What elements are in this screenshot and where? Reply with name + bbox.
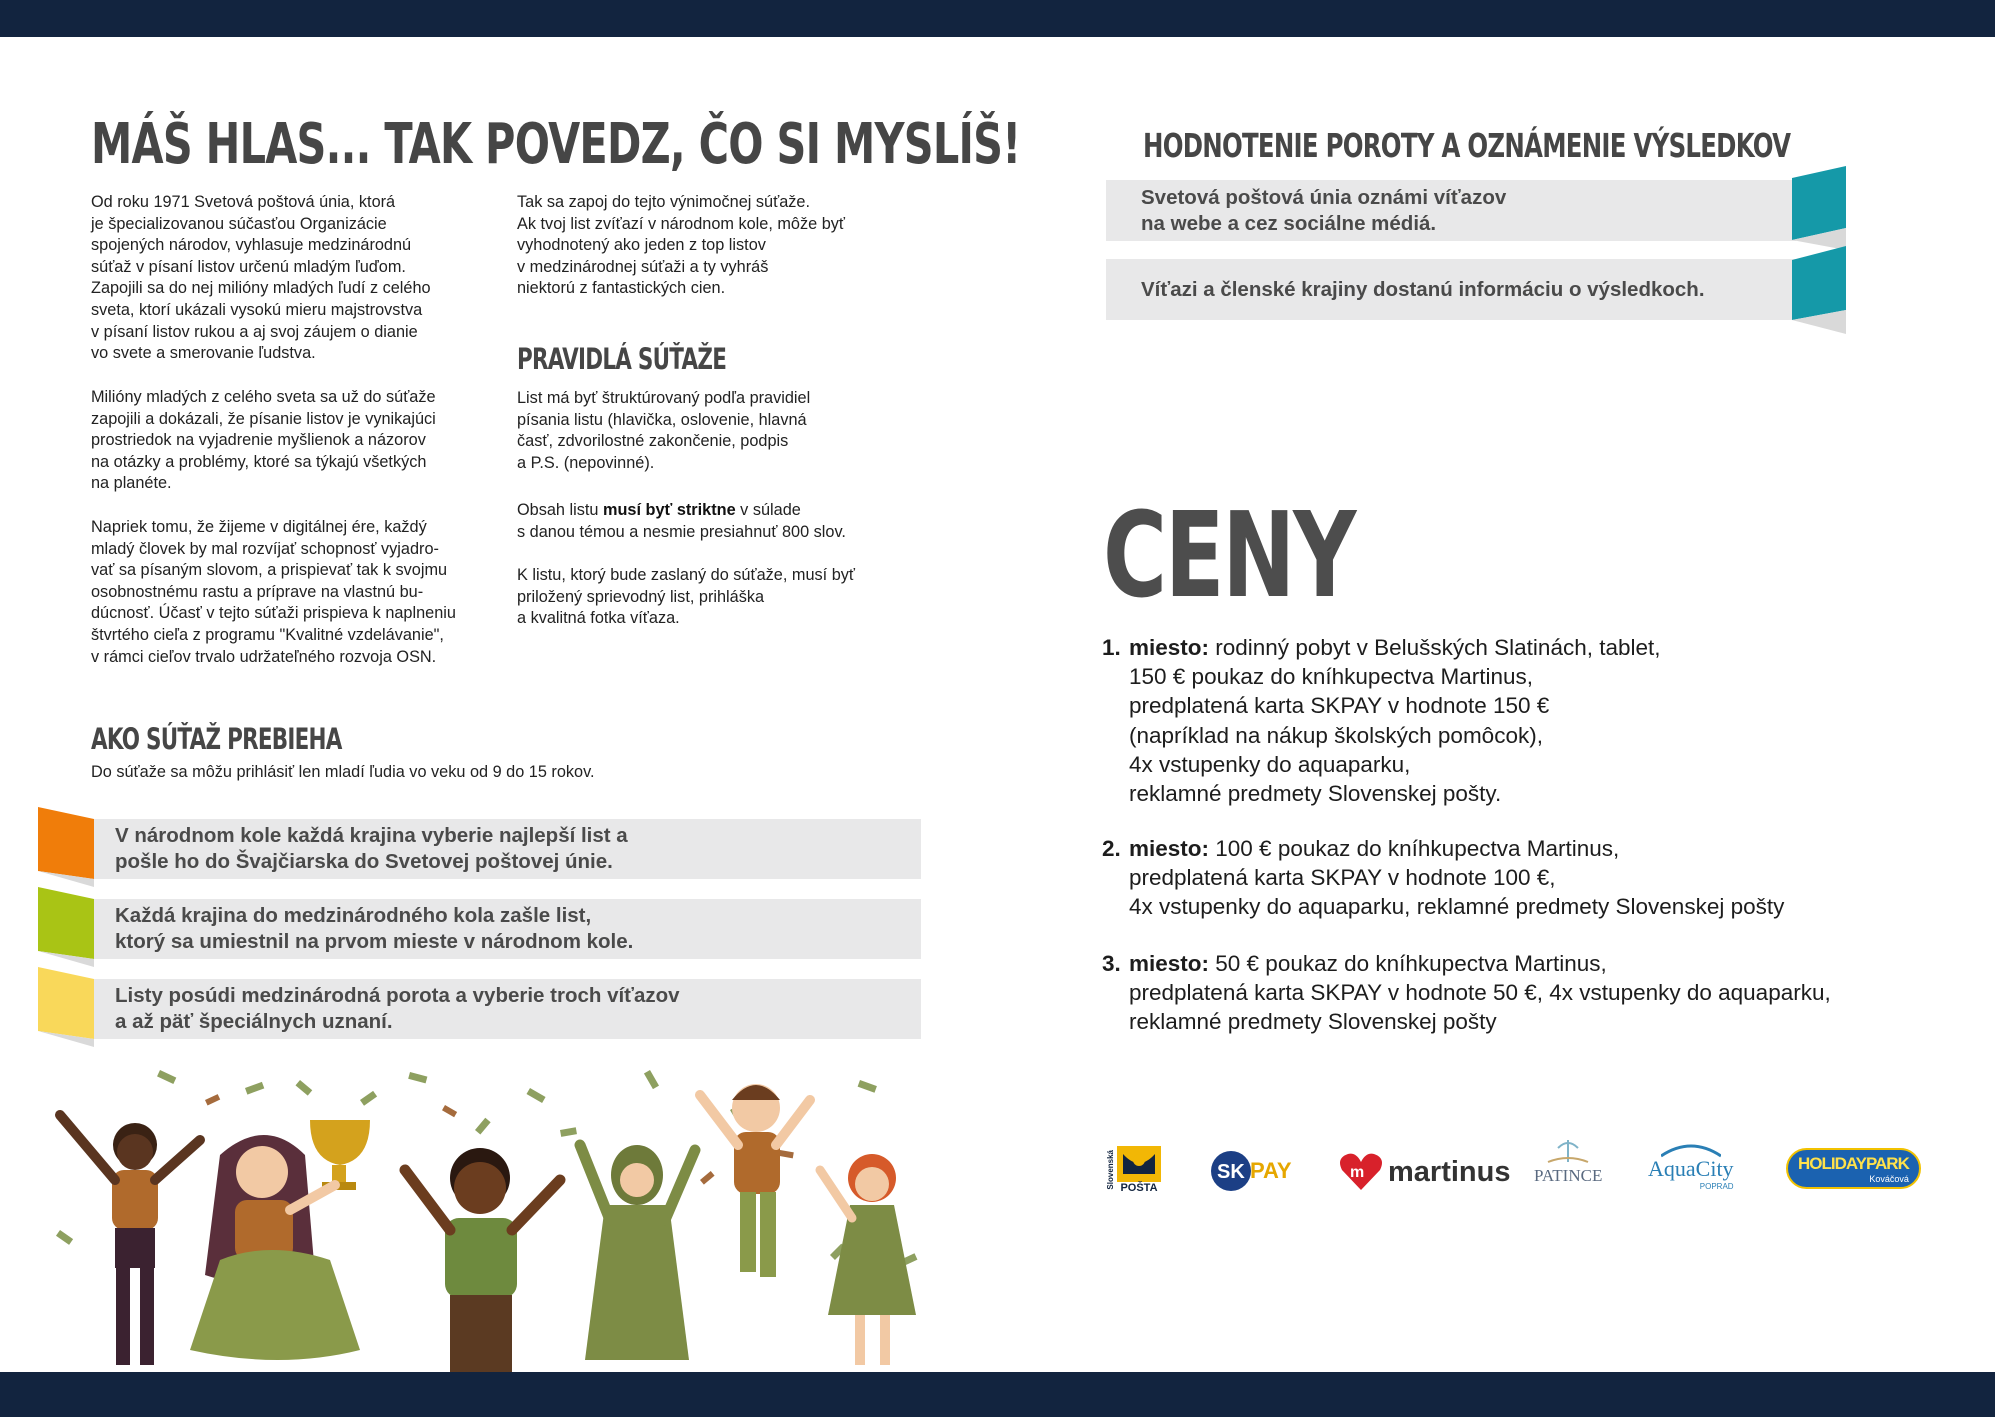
top-band bbox=[0, 0, 1995, 37]
step-tab-3 bbox=[38, 967, 96, 1047]
prize-1-number: 1. bbox=[1102, 635, 1121, 660]
results-text-2: Víťazi a členské krajiny dostanú informáciu o výsledkoch. bbox=[1141, 278, 1705, 301]
rules-paragraph-3: K listu, ktorý bude zaslaný do súťaže, musí byť priložený sprievodný list, prihláška a kvalitná fotka víťaza. bbox=[517, 566, 855, 628]
results-tab-2 bbox=[1792, 246, 1848, 334]
intro-paragraph-2: Milióny mladých z celého sveta sa už do súťaže zapojili a dokázali, že písanie listov je vynikajúci prostriedok na vyjadrenie myšlienok a názorov na otázky a problémy, ktoré sa týkajú všetkých na planéte. bbox=[91, 388, 436, 493]
aquacity-logo: AquaCity POPRAD bbox=[1648, 1138, 1734, 1191]
step-tab-1 bbox=[38, 807, 96, 887]
svg-text:m: m bbox=[1350, 1164, 1365, 1181]
results-title: HODNOTENIE POROTY A OZNÁMENIE VÝSLEDKOV bbox=[1143, 126, 1791, 165]
step-tab-2 bbox=[38, 887, 96, 967]
bottom-band bbox=[0, 1372, 1995, 1417]
rules-paragraph-1: List má byť štruktúrovaný podľa pravidiel písania listu (hlavička, oslovenie, hlavná časť, zdvorilostné zakončenie, podpis a P.S. (nepovinné). bbox=[517, 389, 811, 472]
slovenska-posta-logo: Slovenská POŠTA bbox=[1106, 1146, 1161, 1194]
rules-title: PRAVIDLÁ SÚŤAŽE bbox=[517, 342, 727, 376]
holidaypark-logo: HOLIDAYPARK Kováčová bbox=[1786, 1148, 1921, 1189]
intro-paragraph-1: Od roku 1971 Svetová poštová únia, ktorá je špecializovanou súčasťou Organizácie spojených národov, vyhlasuje medzinárodnú súťaž v písaní listov určenú mladým ľuďom. Zapojili sa do nej milióny mladých ľudí z celého sveta, ktorí ukázali vysokú mieru majstrovstva v písaní listov rukou a aj svoj záujem o dianie vo svete a smerovanie ľudstva. bbox=[91, 193, 431, 363]
prize-2-number: 2. bbox=[1102, 836, 1121, 861]
skpay-logo: SK PAY bbox=[1210, 1150, 1292, 1192]
prize-3 bbox=[1102, 949, 1831, 1037]
prize-2 bbox=[1102, 834, 1784, 922]
results-tab-1 bbox=[1792, 166, 1848, 250]
celebrating-kids-illustration bbox=[40, 1060, 950, 1372]
results-text-1: Svetová poštová únia oznámi víťazov na webe a cez sociálne médiá. bbox=[1141, 186, 1507, 235]
prize-3-text: 50 € poukaz do kníhkupectva Martinus, predplatená karta SKPAY v hodnote 50 €, 4x vstupenky do aquaparku, reklamné predmety Slovenskej pošty bbox=[1129, 951, 1831, 1035]
rules-paragraph-2: Obsah listu musí byť striktne v súlade s danou témou a nesmie presiahnuť 800 slov. bbox=[517, 501, 846, 541]
prize-3-number: 3. bbox=[1102, 951, 1121, 976]
patince-logo: PATINCE bbox=[1534, 1140, 1602, 1186]
prizes-title: CENY bbox=[1103, 486, 1355, 624]
process-subtitle: Do súťaže sa môžu prihlásiť len mladí ľudia vo veku od 9 do 15 rokov. bbox=[91, 763, 595, 781]
prize-2-text: 100 € poukaz do kníhkupectva Martinus, predplatená karta SKPAY v hodnote 100 €, 4x vstupenky do aquaparku, reklamné predmety Slovenskej pošty bbox=[1129, 836, 1785, 920]
intro-paragraph-4: Tak sa zapoj do tejto výnimočnej súťaže. Ak tvoj list zvíťazí v národnom kole, môže byť vyhodnotený ako jeden z top listov v medzinárodnej súťaži a ty vyhráš niektorú z fantastických cien. bbox=[517, 193, 846, 298]
step-text-2: Každá krajina do medzinárodného kola zašle list, ktorý sa umiestnil na prvom mieste v národnom kole. bbox=[115, 904, 634, 953]
intro-paragraph-3: Napriek tomu, že žijeme v digitálnej ére, každý mladý človek by mal rozvíjať schopnosť vyjadro- vať sa písaným slovom, a prispievať tak k svojmu osobnostnému rastu a príprave na vlastnú bu- dúcnosť. Účasť v tejto súťaži prispieva k naplneniu štvrtého cieľa z programu "Kvalitné vzdelávanie", v rámci cieľov trvalo udržateľného rozvoja OSN. bbox=[91, 518, 456, 666]
martinus-logo: m martinus bbox=[1338, 1152, 1510, 1192]
prize-1-text: rodinný pobyt v Belušských Slatinách, tablet, 150 € poukaz do kníhkupectva Martinus, predplatená karta SKPAY v hodnote 150 € (napríklad na nákup školských pomôcok), 4x vstupenky do aquaparku, reklamné predmety Slovenskej pošty. bbox=[1129, 635, 1661, 807]
step-text-1: V národnom kole každá krajina vyberie najlepší list a pošle ho do Švajčiarska do Svetovej poštovej únie. bbox=[115, 824, 628, 873]
prize-1-label: miesto: bbox=[1129, 635, 1210, 660]
prize-2-label: miesto: bbox=[1129, 836, 1210, 861]
prize-1 bbox=[1102, 633, 1661, 808]
page-title: MÁŠ HLAS... TAK POVEDZ, ČO SI MYSLÍŠ! bbox=[91, 112, 1021, 177]
step-text-3: Listy posúdi medzinárodná porota a vyberie troch víťazov a až päť špeciálnych uznaní. bbox=[115, 984, 680, 1033]
prize-3-label: miesto: bbox=[1129, 951, 1210, 976]
process-title: AKO SÚŤAŽ PREBIEHA bbox=[91, 722, 342, 756]
